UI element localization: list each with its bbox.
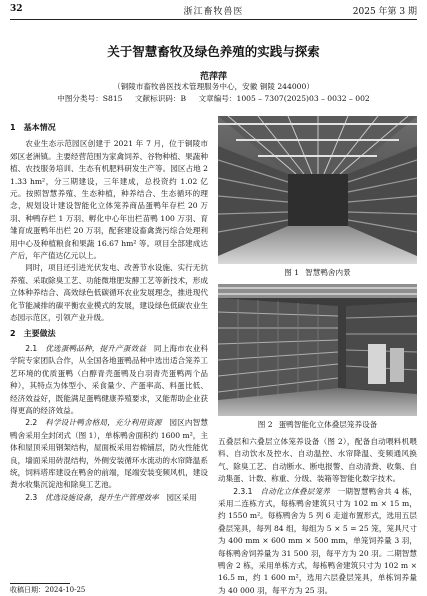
paragraph-2-3-1 xyxy=(218,486,417,596)
subsection-2-2-body: 园区内智慧鸭舍采用全封闭式（图 1），单栋鸭舍面积约 1600 m²，主体和屋顶采用钢架结构，屋面板采用岩棉铺层，防火性能优良，墙面采用砖混结构，外侧安装循环水流动的水帘降温系统，饲料塔库建设在鸭舍的前端，尾端安装变频风机，建设粪水收集沉淀池和除臭工艺池。 xyxy=(10,418,208,490)
subsection-2-2-title: 科学设计鸭舍格局，充分利用资源 xyxy=(45,418,162,428)
paragraph-2-3 xyxy=(10,492,208,504)
footnote-divider xyxy=(10,583,70,584)
subsection-2-3-title: 优选设施设备，提升生产管理效率 xyxy=(44,492,159,502)
figure-2-caption-text: 蛋鸭智能化立体叠层笼养设备 xyxy=(278,420,378,429)
subsection-2-3-label: 2.3 xyxy=(25,492,38,502)
figure-2-cage-equipment-photo xyxy=(218,284,417,416)
issue-label: 2025 年第 3 期 xyxy=(352,7,417,17)
subsection-2-3-1-body: 一期智慧鸭舍共 4 栋，采用二连栋方式，每栋鸭舍建筑只寸为 102 m × 15 m，约 1550 m²。每栋鸭舍为 5 列 6 走道布置形式，选用五层叠层笼具，每列 84 组，每组为 5 × 5 = 25 笼，笼具尺寸为 400 mm × 600 mm × 500 mm，单笼饲养量 3 羽，每栋鸭舍饲养量为 31 500 羽，每平方为 20 羽。二期智慧鸭舍 2 栋，采用单栋方式，每栋鸭舍建筑只寸为 102 m × 16.5 m，约 1 600 m²，选用六层叠层笼具，单栋饲养量为 40 000 羽，每平方为 25 羽。 xyxy=(218,486,418,595)
figure-1-duck-house-photo xyxy=(218,116,417,264)
author-name: 范萍萍 xyxy=(199,72,227,82)
journal-name: 浙江畜牧兽医 xyxy=(183,7,244,17)
subsection-2-3-1-title: 自动化立体叠层笼养 xyxy=(260,486,330,496)
paragraph-2-2 xyxy=(10,417,208,491)
figure-1-label: 图 1 xyxy=(284,268,300,277)
paragraph-basic-info: 农业生态示范园区创建于 2021 年 7 月，位于铜陵市郊区老洲镇。主要经营范围为家禽饲养、谷物种植、果蔬种植、农技服务培训、生态有机肥料研发生产等。园区占地 21.33 hm²，分三期建设，三年建成，总投资约 1.02 亿元。按照智慧养殖、生态种植，种养结合、生态循环的理念，规划设计建设智能化立体笼养商品蛋鸭年存栏 20 万羽、种鸭存栏 1 万羽、孵化中心年出栏苗鸭 100 万羽、育雏育成蛋鸭年出栏 20 万羽，配套建设畜禽粪污综合处理利用中心及种植粮食和果蔬 16.67 hm² 等。项目全部建成达产后，年产值达亿元以上。 xyxy=(10,139,208,261)
subsection-2-1-title: 优选蛋鸭品种，提升产蛋效益 xyxy=(45,343,147,353)
article-number: 文章编号：1005 – 7307(2025)03 – 0032 – 002 xyxy=(198,94,370,103)
paragraph-new-technology: 同时，项目还引进光伏发电、改善节水设施、实行无抗养殖、采取除臭工艺、功能微堆肥发酵工艺等新技术，形成立体种养结合、高效绿色低碳循环农业发展理念，推进现代化节能减排的碳平衡农业模式的发展，建设绿色低碳农业生态园示范区，引领产业升级。 xyxy=(10,263,208,323)
document-code: 文献标识码：B xyxy=(134,94,187,103)
subsection-2-1-body: 同上海市农业科学院专家团队合作，从全国各地蛋鸭品种中选出适合笼养工艺环境的优质蛋鸭（白醇青壳蛋鸭及白羽青壳蛋鸭两个品种），其特点为体型小、采食量少、产蛋率高、料蛋比低、经济效益好，既能满足蛋鸭健康养殖要求，又能帮助企业获得更高的经济效益。 xyxy=(10,343,208,415)
clc-code: 中图分类号：S815 xyxy=(57,94,123,103)
article-title: 关于智慧畜牧及绿色养殖的实践与探索 xyxy=(107,44,320,59)
figure-2-label: 图 2 xyxy=(257,420,273,429)
section-2-heading: 2 主要做法 xyxy=(10,328,56,338)
page-number: 32 xyxy=(10,4,23,14)
paragraph-2-1 xyxy=(10,343,208,417)
section-1-heading: 1 基本情况 xyxy=(10,123,56,132)
running-header xyxy=(10,4,417,18)
subsection-2-1-label: 2.1 xyxy=(25,343,38,353)
figure-2-caption xyxy=(218,419,417,431)
subsection-2-2-label: 2.2 xyxy=(25,418,38,428)
classification-codes xyxy=(0,93,427,104)
received-date: 收稿日期：2024-10-25 xyxy=(10,586,86,594)
figure-1-caption-text: 智慧鸭舍内景 xyxy=(305,268,351,277)
subsection-2-3-1-label: 2.3.1 xyxy=(233,486,253,496)
left-column xyxy=(10,110,208,580)
right-column xyxy=(218,110,417,596)
subsection-2-3-body: 园区采用 xyxy=(166,492,197,502)
author-affiliation: （铜陵市畜牧兽医技术管理服务中心，安徽 铜陵 244000） xyxy=(113,82,314,91)
paragraph-equipment-continued: 五叠层和六叠层立体笼养设备（图 2），配备自动喂料机喂料、自动饮水及控水、自动温控、水帘降温、变频通风换气、除臭工艺、自动断水、断电报警、自动清粪、收集、自动集蛋、计数、称重、分级、装箱等智能化数字技术。 xyxy=(218,437,417,484)
header-divider xyxy=(10,19,417,20)
figure-1-caption xyxy=(218,267,417,279)
